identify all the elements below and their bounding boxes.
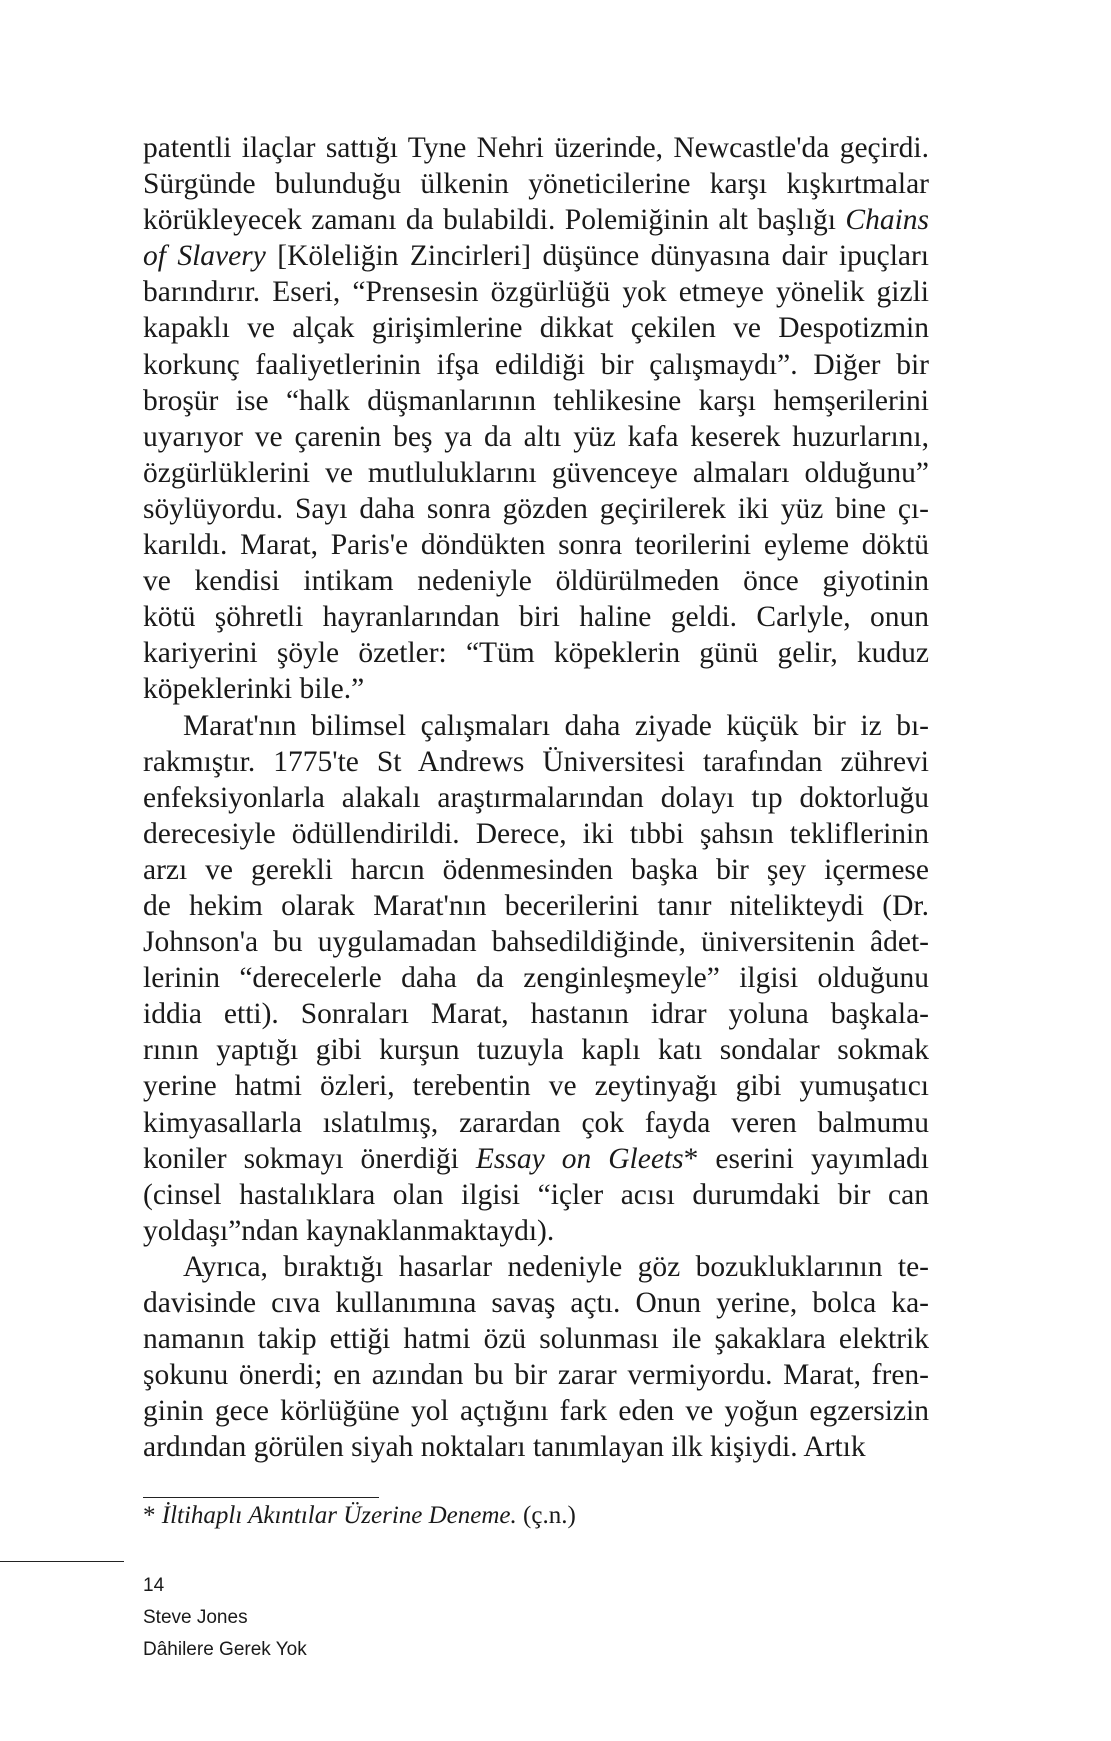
text-line: davisinde cıva kullanımına savaş açtı. Onun yerine, bolca ka- — [143, 1287, 929, 1319]
text-line: patentli ilaçlar sattığı Tyne Nehri üzerinde, Newcastle'da geçirdi. — [143, 132, 929, 164]
text-line: rakmıştır. 1775'te St Andrews Üniversitesi tarafından zührevi — [143, 745, 929, 778]
text-line: ve kendisi intikam nedeniyle öldürülmeden önce giyotinin — [143, 565, 929, 598]
text-line: özgürlüklerini ve mutluluklarını güvenceye almaları olduğunu” — [143, 456, 929, 489]
text-line: kötü şöhretli hayranlarından biri haline geldi. Carlyle, onun — [143, 601, 929, 634]
text-line: yerine hatmi özleri, terebentin ve zeytinyağı gibi yumuşatıcı — [143, 1070, 929, 1103]
text-line: şokunu önerdi; en azından bu bir zarar vermiyordu. Marat, fren- — [143, 1359, 929, 1392]
text-line: de hekim olarak Marat'nın becerilerini tanır nitelikteydi (Dr. — [143, 889, 929, 922]
text-line: enfeksiyonlarla alakalı araştırmalarından dolayı tıp doktorluğu — [143, 781, 929, 814]
footer-divider — [0, 1561, 124, 1562]
italic-title: Essay on Gleets — [475, 1142, 684, 1175]
text-line: namanın takip ettiği hatmi özü solunması ile şakaklara elektrik — [143, 1323, 929, 1356]
text-line: ardından görülen siyah noktaları tanımlayan ilk kişiydi. Artık — [143, 1431, 866, 1464]
text-line: of Slavery [Köleliğin Zincirleri] düşünce dünyasına dair ipuçları — [143, 240, 930, 273]
page-footer — [143, 1570, 307, 1666]
text-line: rının yaptığı gibi kurşun tuzuyla kaplı katı sondalar sokmak — [143, 1034, 929, 1067]
text-line: koniler sokmayı önerdiği Essay on Gleets* eserini yayımladı — [143, 1142, 929, 1175]
text-line: Johnson'a bu uygulamadan bahsedildiğinde, üniversitenin âdet- — [143, 926, 929, 959]
footnote — [143, 1500, 576, 1532]
text-line: derecesiyle ödüllendirildi. Derece, iki tıbbi şahsın tekliflerinin — [143, 817, 929, 850]
text-line: ginin gece körlüğüne yol açtığını fark eden ve yoğun egzersizin — [143, 1395, 929, 1428]
text-line: uyarıyor ve çarenin beş ya da altı yüz kafa keserek huzurlarını, — [143, 420, 929, 453]
text-line: barındırır. Eseri, “Prensesin özgürlüğü yok etmeye yönelik gizli — [143, 276, 929, 309]
text-line: körükleyecek zamanı da bulabildi. Polemiğinin alt başlığı Chains — [143, 204, 929, 237]
footnote-note: (ç.n.) — [516, 1502, 576, 1529]
text-line: broşür ise “halk düşmanlarının tehlikesine karşı hemşerilerini — [143, 384, 929, 417]
text-line: söylüyordu. Sayı daha sonra gözden geçirilerek iki yüz bine çı- — [143, 492, 929, 525]
text-line: (cinsel hastalıklara olan ilgisi “içler acısı durumdaki bir can — [143, 1178, 929, 1211]
italic-title: of Slavery — [143, 240, 266, 273]
footnote-divider — [143, 1497, 379, 1498]
text-line: köpeklerinki bile.” — [143, 673, 365, 706]
footer-book-title: Dâhilere Gerek Yok — [143, 1639, 307, 1660]
footnote-title: İltihaplı Akıntılar Üzerine Deneme. — [161, 1502, 517, 1529]
footer-author: Steve Jones — [143, 1607, 248, 1628]
text-line: kapaklı ve alçak girişimlerine dikkat çekilen ve Despotizmin — [143, 312, 929, 345]
text-line: kariyerini şöyle özetler: “Tüm köpeklerin günü gelir, kuduz — [143, 637, 929, 670]
text-line: arzı ve gerekli harcın ödenmesinden başka bir şey içermese — [143, 853, 929, 886]
body-text — [143, 130, 929, 1465]
text-line: yoldaşı”ndan kaynaklanmaktaydı). — [143, 1214, 555, 1247]
italic-title: Chains — [845, 204, 929, 237]
text-line: lerinin “derecelerle daha da zenginleşmeyle” ilgisi olduğunu — [143, 962, 929, 995]
text-line: Ayrıca, bıraktığı hasarlar nedeniyle göz bozukluklarının te- — [183, 1250, 929, 1283]
text-line: Marat'nın bilimsel çalışmaları daha ziyade küçük bir iz bı- — [183, 709, 929, 742]
footnote-marker: * — [143, 1502, 162, 1529]
page-number: 14 — [143, 1575, 165, 1596]
text-line: korkunç faaliyetlerinin ifşa edildiği bir çalışmaydı”. Diğer bir — [143, 348, 929, 381]
text-line: iddia etti). Sonraları Marat, hastanın idrar yoluna başkala- — [143, 998, 929, 1031]
text-line: Sürgünde bulunduğu ülkenin yöneticilerine karşı kışkırtmalar — [143, 168, 929, 201]
text-line: kimyasallarla ıslatılmış, zarardan çok fayda veren balmumu — [143, 1106, 929, 1139]
text-line: karıldı. Marat, Paris'e döndükten sonra teorilerini eyleme döktü — [143, 529, 929, 562]
